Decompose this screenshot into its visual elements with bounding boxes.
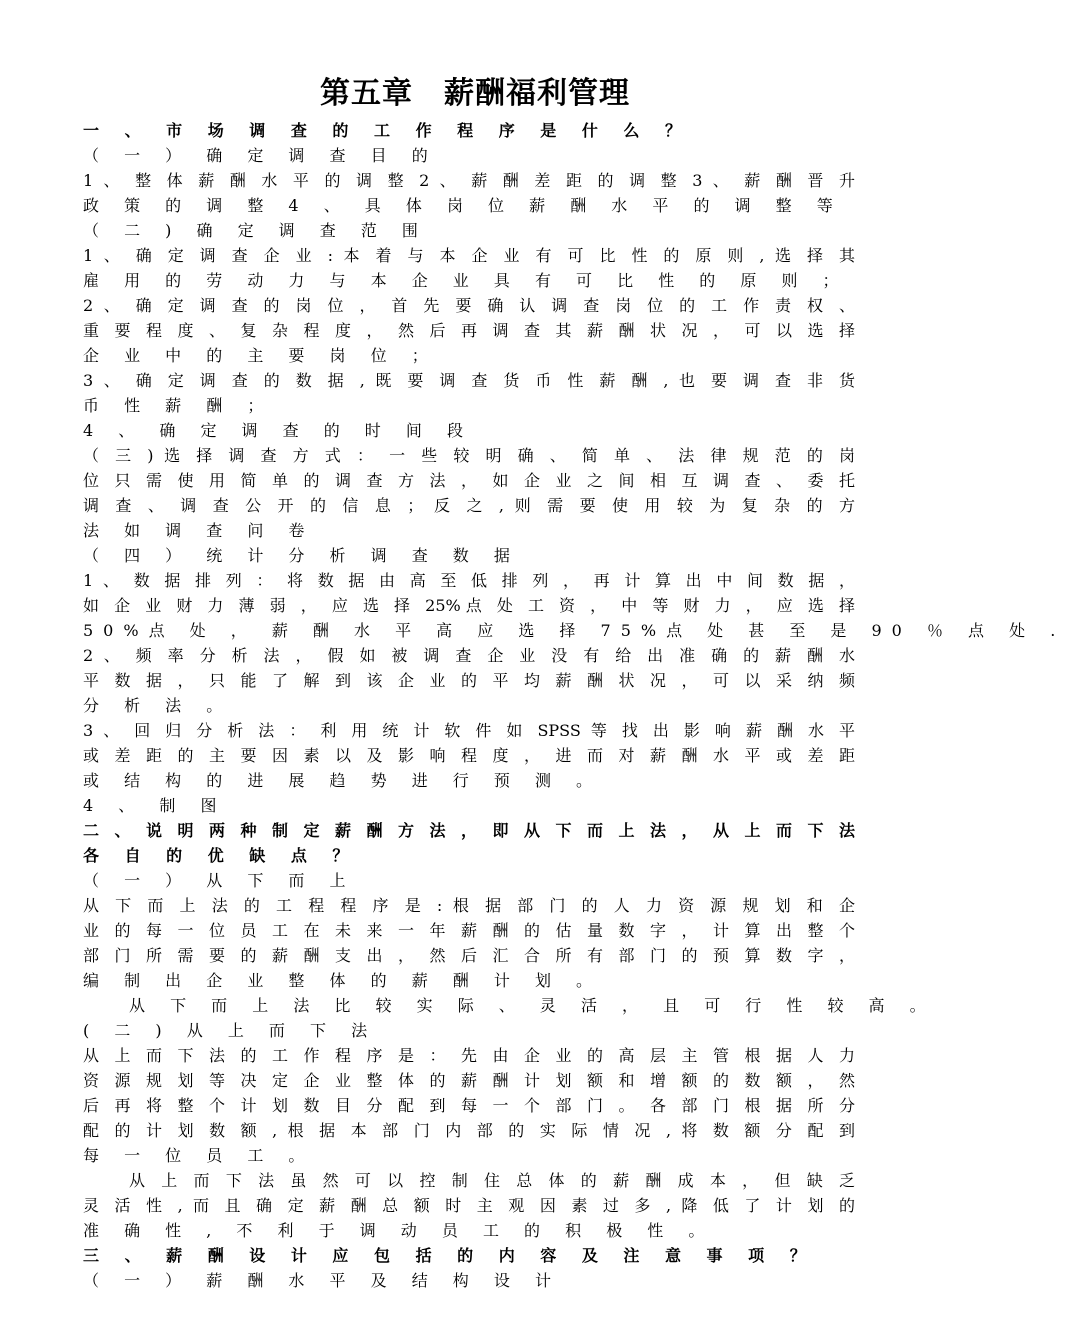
paragraph-line: 1 、 数 据 排 列 ： 将 数 据 由 高 至 低 排 列 ， 再 计 算 出 中 间 数 据 ， — [83, 571, 855, 590]
paragraph-line: 位 只 需 使 用 简 单 的 调 查 方 法 ， 如 企 业 之 间 相 互 调 查 、 委 托 — [83, 471, 855, 490]
paragraph-line: 雇 用 的 劳 动 力 与 本 企 业 具 有 可 比 性 的 原 则 ； — [83, 271, 849, 290]
paragraph-line: 50%点 处 ， 薪 酬 水 平 高 应 选 择 75%点 处 甚 至 是 90 ％ 点 处 . — [83, 621, 1065, 640]
paragraph-line: 业 的 每 一 位 员 工 在 未 来 一 年 薪 酬 的 估 量 数 字 ， 计 算 出 整 个 — [83, 921, 855, 940]
paragraph-line: 编 制 出 企 业 整 体 的 薪 酬 计 划 。 — [83, 971, 603, 990]
chapter-title: 第五章 薪酬福利管理 — [320, 76, 630, 111]
paragraph-line: 资 源 规 划 等 决 定 企 业 整 体 的 薪 酬 计 划 额 和 增 额 的 数 额 ， 然 — [83, 1071, 855, 1090]
subsection-heading: （ 一 ） 薪 酬 水 平 及 结 构 设 计 — [83, 1271, 561, 1290]
paragraph-line-indented: 从 上 而 下 法 虽 然 可 以 控 制 住 总 体 的 薪 酬 成 本 ， 但 缺 乏 — [129, 1171, 855, 1190]
paragraph-line: 部 门 所 需 要 的 薪 酬 支 出 ， 然 后 汇 合 所 有 部 门 的 预 算 数 字 ， — [83, 946, 855, 965]
paragraph-line: 或 结 构 的 进 展 趋 势 进 行 预 测 。 — [83, 771, 603, 790]
section-heading-1: 一 、 市 场 调 查 的 工 作 程 序 是 什 么 ？ — [83, 121, 691, 140]
paragraph-line: 币 性 薪 酬 ； — [83, 396, 274, 415]
paragraph-line: 每 一 位 员 工 。 — [83, 1146, 315, 1165]
paragraph-line: 分 析 法 。 — [83, 696, 233, 715]
paragraph-line-indented: 从 下 而 上 法 比 较 实 际 、 灵 活 ， 且 可 行 性 较 高 。 — [129, 996, 936, 1015]
paragraph-line: 配 的 计 划 数 额 , 根 据 本 部 门 内 部 的 实 际 情 况 , 将 数 额 分 配 到 — [83, 1121, 855, 1140]
subsection-heading: （ 二 ) 确 定 调 查 范 围 — [83, 221, 428, 240]
section-heading-2: 二 、 说 明 两 种 制 定 薪 酬 方 法 ， 即 从 下 而 上 法 ， 从 上 而 下 法 — [83, 821, 855, 840]
subsection-heading: ( 二 ) 从 上 而 下 法 — [83, 1021, 378, 1040]
subsection-heading: （ 四 ） 统 计 分 析 调 查 数 据 — [83, 546, 520, 565]
paragraph-line: 法 如 调 查 问 卷 — [83, 521, 315, 540]
paragraph-line: 2 、 确 定 调 查 的 岗 位 ， 首 先 要 确 认 调 查 岗 位 的 工 作 责 权 、 — [83, 296, 855, 315]
paragraph-line: 3 、 确 定 调 查 的 数 据 , 既 要 调 查 货 币 性 薪 酬 , 也 要 调 查 非 货 — [83, 371, 855, 390]
paragraph-line: 灵 活 性 , 而 且 确 定 薪 酬 总 额 时 主 观 因 素 过 多 , 降 低 了 计 划 的 — [83, 1196, 855, 1215]
subsection-heading: （ 一 ） 从 下 而 上 — [83, 871, 356, 890]
section-heading-3: 三 、 薪 酬 设 计 应 包 括 的 内 容 及 注 意 事 项 ？ — [83, 1246, 816, 1265]
paragraph-line: 2 、 频 率 分 析 法 ， 假 如 被 调 查 企 业 没 有 给 出 准 确 的 薪 酬 水 — [83, 646, 855, 665]
paragraph-line: 后 再 将 整 个 计 划 数 目 分 配 到 每 一 个 部 门 。 各 部 门 根 据 所 分 — [83, 1096, 855, 1115]
paragraph-line: 重 要 程 度 、 复 杂 程 度 ， 然 后 再 调 查 其 薪 酬 状 况 ， 可 以 选 择 — [83, 321, 855, 340]
paragraph-line: 政 策 的 调 整 4 、 具 体 岗 位 薪 酬 水 平 的 调 整 等 — [83, 196, 843, 215]
paragraph-line: 准 确 性 , 不 利 于 调 动 员 工 的 积 极 性 。 — [83, 1221, 715, 1240]
subsection-heading: （ 一 ） 确 定 调 查 目 的 — [83, 146, 438, 165]
paragraph-line: 调 查 、 调 查 公 开 的 信 息 ； 反 之 , 则 需 要 使 用 较 为 复 杂 的 方 — [83, 496, 855, 515]
paragraph-line: （ 三 ) 选 择 调 查 方 式 ： 一 些 较 明 确 、 简 单 、 法 律 规 范 的 岗 — [83, 446, 855, 465]
document-body — [83, 118, 1065, 1293]
section-heading-2-cont: 各 自 的 优 缺 点 ？ — [83, 846, 359, 865]
paragraph-line: 1 、 确 定 调 查 企 业 : 本 着 与 本 企 业 有 可 比 性 的 原 则 , 选 择 其 — [83, 246, 855, 265]
paragraph-line: 从 上 而 下 法 的 工 作 程 序 是 ： 先 由 企 业 的 高 层 主 管 根 据 人 力 — [83, 1046, 855, 1065]
paragraph-line: 从 下 而 上 法 的 工 程 程 序 是 : 根 据 部 门 的 人 力 资 源 规 划 和 企 — [83, 896, 855, 915]
paragraph-line: 或 差 距 的 主 要 因 素 以 及 影 响 程 度 ， 进 而 对 薪 酬 水 平 或 差 距 — [83, 746, 855, 765]
paragraph-line: 如 企 业 财 力 薄 弱 ， 应 选 择 25%点 处 工 资 ， 中 等 财 力 ， 应 选 择 — [83, 596, 855, 615]
paragraph-line: 平 数 据 ， 只 能 了 解 到 该 企 业 的 平 均 薪 酬 状 况 ， 可 以 采 纳 频 — [83, 671, 855, 690]
paragraph-line: 1 、 整 体 薪 酬 水 平 的 调 整 2 、 薪 酬 差 距 的 调 整 3 、 薪 酬 晋 升 — [83, 171, 855, 190]
paragraph-line: 3 、 回 归 分 析 法 ： 利 用 统 计 软 件 如 SPSS 等 找 出 影 响 薪 酬 水 平 — [83, 721, 855, 740]
paragraph-line: 企 业 中 的 主 要 岗 位 ； — [83, 346, 438, 365]
paragraph-line: 4 、 确 定 调 查 的 时 间 段 — [83, 421, 473, 440]
paragraph-line: 4 、 制 图 — [83, 796, 227, 815]
